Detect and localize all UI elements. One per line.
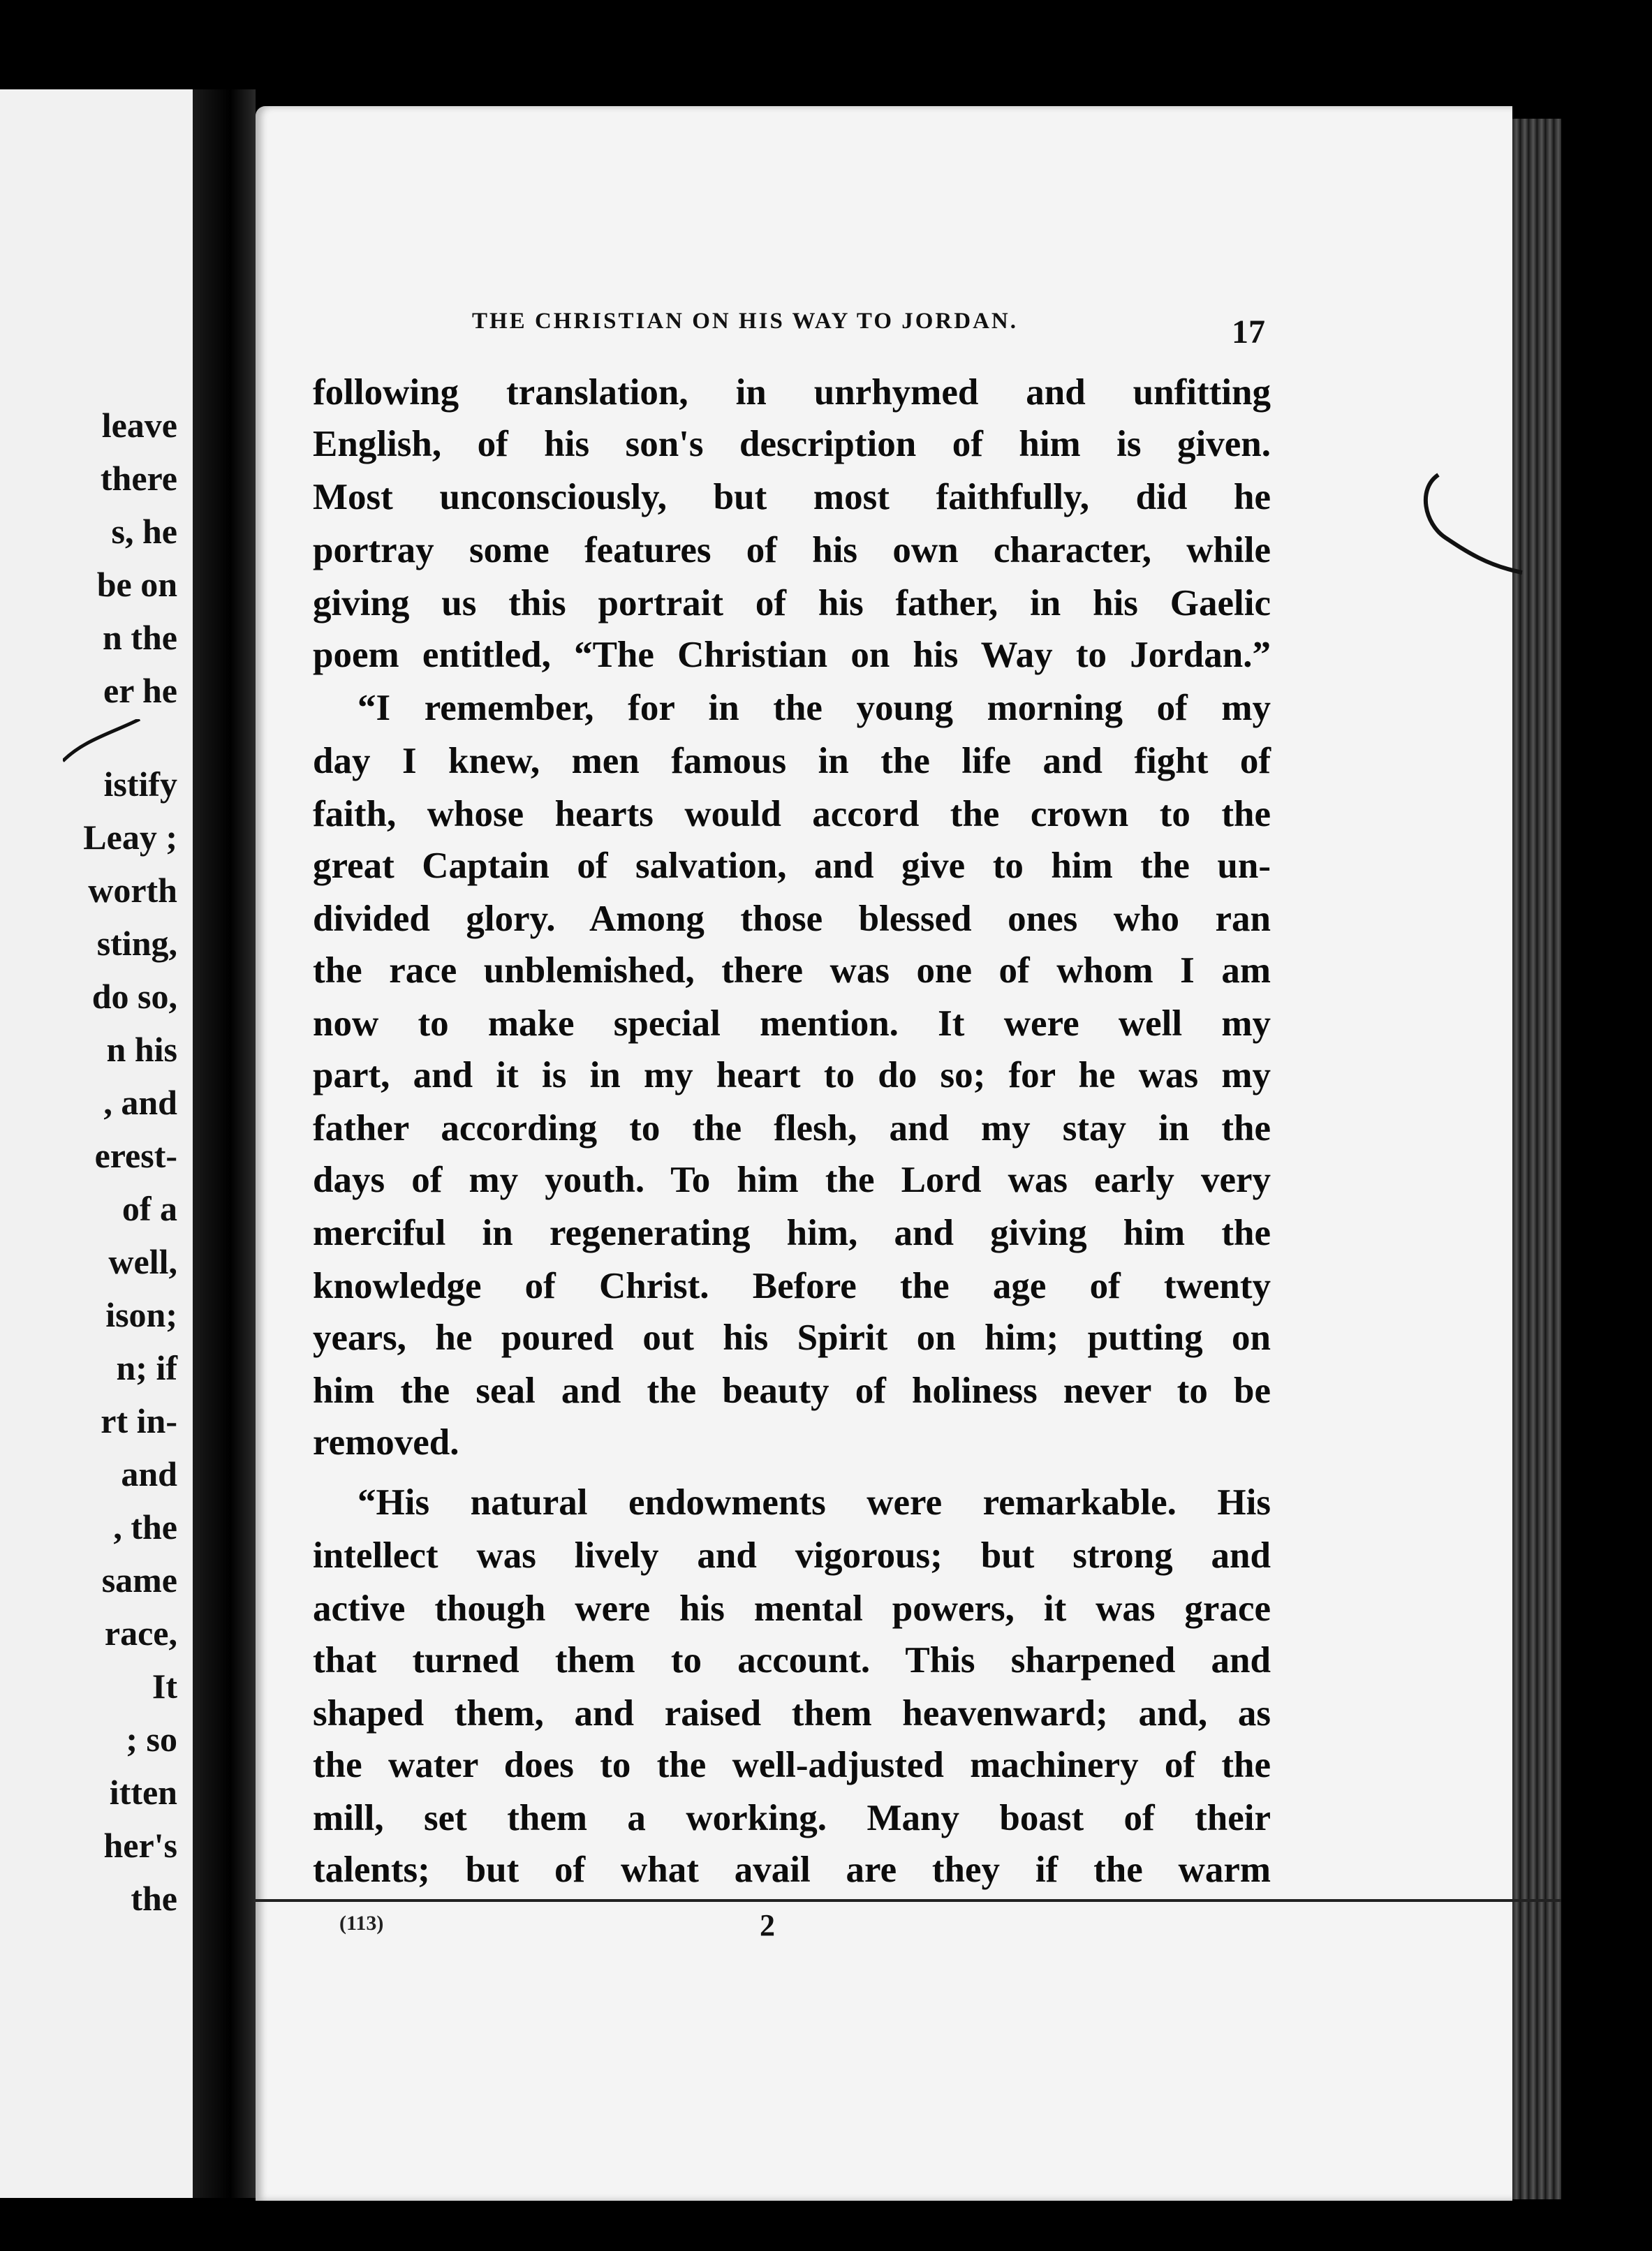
margin-stroke-mark: [63, 719, 147, 782]
body-line: him the seal and the beauty of holiness never to be: [313, 1371, 1271, 1411]
body-line: that turned them to account. This sharpened and: [313, 1640, 1271, 1681]
left-page-line: n his: [106, 1030, 177, 1069]
left-page-line: be on: [96, 565, 177, 604]
body-line: “His natural endowments were remarkable. His: [357, 1482, 1271, 1523]
left-page-line: of a: [121, 1189, 177, 1228]
body-line: talents; but of what avail are they if the warm: [313, 1850, 1271, 1890]
left-page-line: er he: [103, 671, 177, 710]
body-line: following translation, in unrhymed and unfitting: [313, 372, 1271, 413]
page-edges: [1512, 119, 1561, 2199]
left-page-line: leave: [101, 406, 177, 445]
book-gutter: [193, 89, 256, 2198]
left-page-line: same: [101, 1560, 177, 1600]
body-line: years, he poured out his Spirit on him; putting on: [313, 1318, 1271, 1358]
body-line: shaped them, and raised them heavenward; and, as: [313, 1693, 1271, 1734]
bottom-rule: [256, 1899, 1561, 1902]
left-page-line: there: [100, 459, 177, 498]
body-line: the race unblemished, there was one of whom I am: [313, 950, 1271, 991]
left-facing-page: [0, 89, 197, 2198]
left-page-line: Leay ;: [83, 818, 177, 857]
signature-mark: (113): [339, 1912, 384, 1935]
body-line: great Captain of salvation, and give to him the un-: [313, 846, 1271, 886]
left-page-line: n the: [103, 618, 177, 657]
left-page-line: , and: [103, 1083, 177, 1122]
left-page-line: istify: [103, 765, 177, 804]
left-page-line: ; so: [126, 1720, 177, 1759]
body-line: divided glory. Among those blessed ones who ran: [313, 899, 1271, 939]
left-page-line: and: [121, 1454, 177, 1493]
left-page-line: s, he: [111, 512, 177, 551]
body-line: English, of his son's description of him is given.: [313, 424, 1271, 464]
body-line: day I knew, men famous in the life and fight of: [313, 741, 1271, 781]
body-line: merciful in regenerating him, and giving him the: [313, 1213, 1271, 1253]
body-line: knowledge of Christ. Before the age of twenty: [313, 1266, 1271, 1306]
left-page-line: , the: [113, 1507, 177, 1547]
running-head: THE CHRISTIAN ON HIS WAY TO JORDAN.: [472, 309, 1018, 334]
left-page-line: It: [152, 1667, 177, 1706]
body-line: father according to the flesh, and my stay in the: [313, 1108, 1271, 1149]
left-page-line: her's: [103, 1826, 177, 1865]
body-line: the water does to the well-adjusted machinery of the: [313, 1745, 1271, 1785]
body-line: days of my youth. To him the Lord was early very: [313, 1160, 1271, 1200]
left-page-line: n; if: [116, 1348, 177, 1387]
body-line: poem entitled, “The Christian on his Way to Jordan.”: [313, 635, 1271, 675]
body-line: intellect was lively and vigorous; but strong and: [313, 1535, 1271, 1576]
left-page-line: well,: [108, 1242, 177, 1281]
page-number: 17: [1232, 313, 1265, 350]
body-line: now to make special mention. It were well my: [313, 1003, 1271, 1044]
body-line: faith, whose hearts would accord the crown to the: [313, 794, 1271, 834]
signature-number: 2: [760, 1908, 775, 1942]
left-page-line: the: [131, 1879, 177, 1918]
left-page-line: erest-: [94, 1136, 177, 1175]
left-page-line: itten: [109, 1773, 177, 1812]
body-line: Most unconsciously, but most faithfully, did he: [313, 477, 1271, 517]
body-line: portray some features of his own character, while: [313, 530, 1271, 570]
body-line: giving us this portrait of his father, in his Gaelic: [313, 583, 1271, 623]
body-line: part, and it is in my heart to do so; for he was my: [313, 1055, 1271, 1095]
body-line: “I remember, for in the young morning of my: [357, 688, 1271, 728]
body-line: active though were his mental powers, it was grace: [313, 1588, 1271, 1629]
body-line: removed.: [313, 1422, 459, 1463]
body-line: mill, set them a working. Many boast of their: [313, 1798, 1271, 1838]
left-page-line: ison;: [105, 1295, 177, 1334]
left-page-line: rt in-: [101, 1401, 177, 1440]
left-page-line: worth: [88, 871, 177, 910]
left-page-line: race,: [104, 1614, 177, 1653]
left-page-line: sting,: [96, 924, 177, 963]
margin-squiggle-mark: [1410, 461, 1529, 600]
left-page-line: do so,: [91, 977, 177, 1016]
